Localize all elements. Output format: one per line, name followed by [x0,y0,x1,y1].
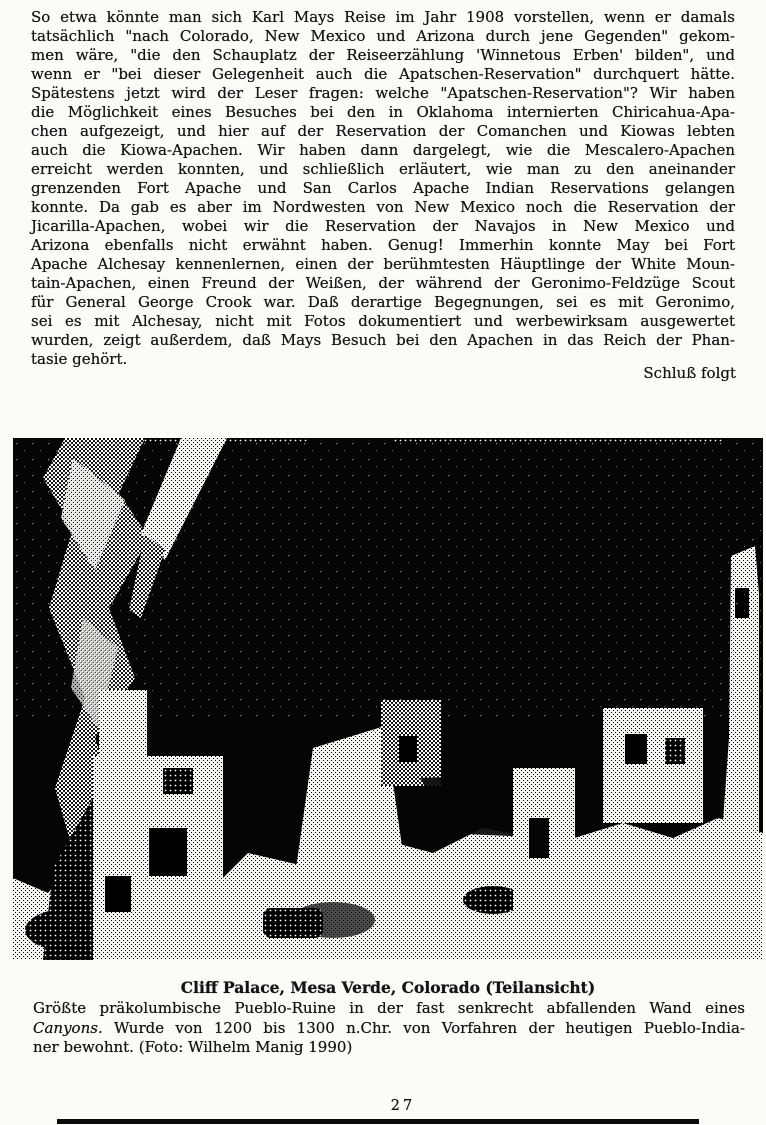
page-number: 27 [390,1098,416,1114]
photo-caption [33,999,745,1058]
closing-note: Schluß folgt [643,364,736,382]
cliff-palace-photo-art [13,438,763,960]
body-text-line: sei es mit Alchesay, nicht mit Fotos dokumentiert und werbewirksam ausgewertet [31,312,735,330]
cliff-palace-photo [13,438,763,960]
body-text-line: konnte. Da gab es aber im Nordwesten von New Mexico noch die Reservation der [31,198,735,216]
body-text-line: tatsächlich "nach Colorado, New Mexico und Arizona durch jene Gegenden" gekom- [31,27,735,45]
body-text-line: Jicarilla-Apachen, wobei wir die Reservation der Navajos in New Mexico und [31,217,735,235]
body-text-line: für General George Crook war. Daß derartige Begegnungen, sei es mit Geronimo, [31,293,735,311]
body-text-line: men wäre, "die den Schauplatz der Reiseerzählung 'Winnetous Erben' bilden", und [31,46,735,64]
body-text-line: chen aufgezeigt, und hier auf der Reservation der Comanchen und Kiowas lebten [31,122,735,140]
caption-line [33,1019,745,1039]
photo-caption-title: Cliff Palace, Mesa Verde, Colorado (Teilansicht) [180,978,596,997]
body-text-line: tasie gehört. [31,350,128,368]
body-text-line: grenzenden Fort Apache und San Carlos Apache Indian Reservations gelangen [31,179,735,197]
caption-italic-word: Canyons. [33,1018,103,1037]
caption-line: ner bewohnt. (Foto: Wilhelm Manig 1990) [33,1038,353,1056]
body-text-line: wenn er "bei dieser Gelegenheit auch die Apatschen-Reservation" durchquert hätte. [31,65,735,83]
body-text-line: erreicht werden konnten, und schließlich erläutert, wie man zu den aneinander [31,160,735,178]
body-text-line: die Möglichkeit eines Besuches bei den in Oklahoma internierten Chiricahua-Apa- [31,103,735,121]
caption-line-rest: Wurde von 1200 bis 1300 n.Chr. von Vorfahren der heutigen Pueblo-India- [102,1018,745,1037]
body-text-line: wurden, zeigt außerdem, daß Mays Besuch bei den Apachen in das Reich der Phan- [31,331,735,349]
body-text-line: auch die Kiowa-Apachen. Wir haben dann dargelegt, wie die Mescalero-Apachen [31,141,735,159]
body-text [31,8,735,369]
body-text-line: tain-Apachen, einen Freund der Weißen, der während der Geronimo-Feldzüge Scout [31,274,735,292]
body-text-line: Apache Alchesay kennenlernen, einen der berühmtesten Häuptlinge der White Moun- [31,255,735,273]
caption-line: Größte präkolumbische Pueblo-Ruine in der fast senkrecht abfallenden Wand eines [33,999,745,1017]
body-text-line: Spätestens jetzt wird der Leser fragen: welche "Apatschen-Reservation"? Wir haben [31,84,735,102]
body-text-line: Arizona ebenfalls nicht erwähnt haben. Genug! Immerhin konnte May bei Fort [31,236,735,254]
scan-artifact-bar [57,1119,699,1124]
body-text-line: So etwa könnte man sich Karl Mays Reise im Jahr 1908 vorstellen, wenn er damals [31,8,735,26]
